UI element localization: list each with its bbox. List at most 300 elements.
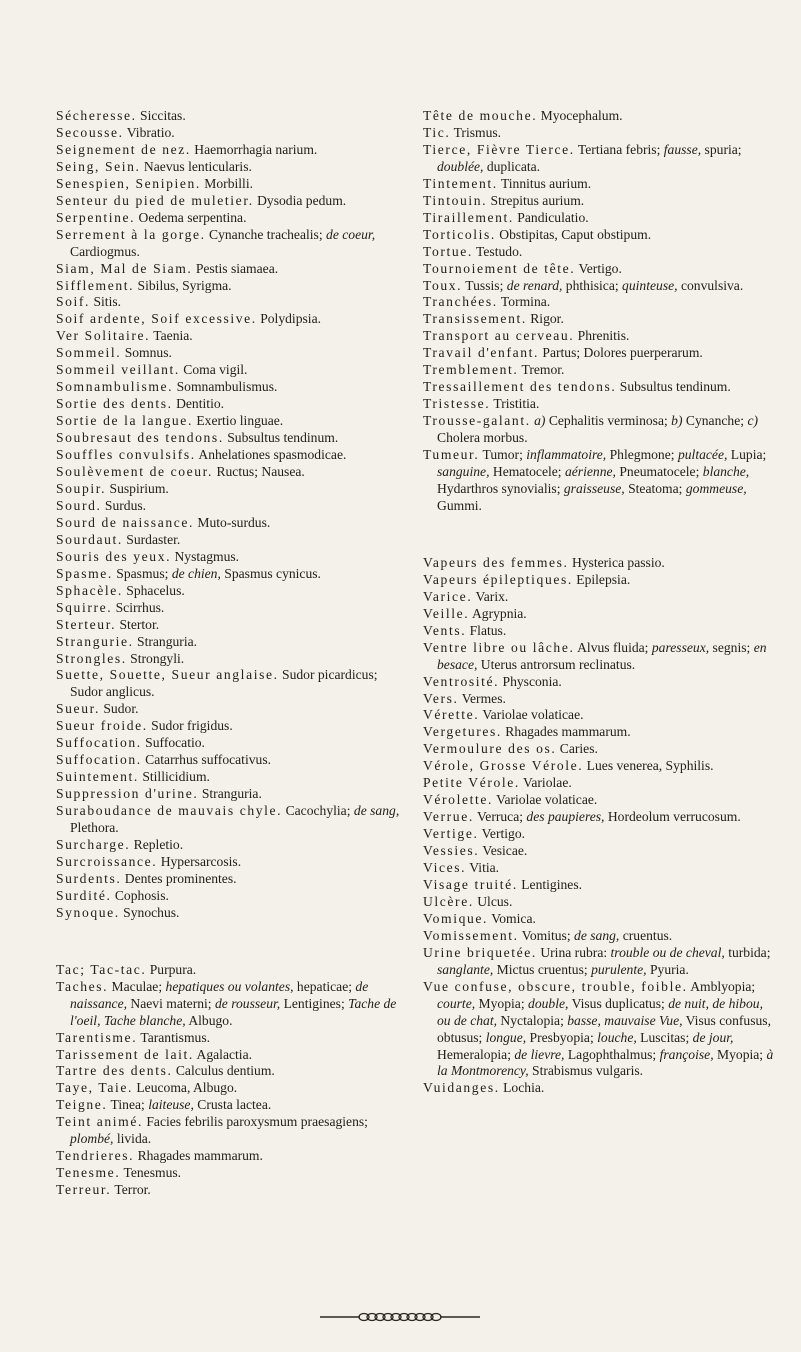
dictionary-entry: [423, 894, 778, 911]
entry-definition: livida.: [113, 1131, 152, 1147]
entry-headword: Vergetures.: [423, 724, 502, 740]
entry-definition: Sitis.: [90, 294, 122, 310]
entry-headword: Tremblement.: [423, 362, 519, 378]
entry-definition: Tussis;: [462, 277, 507, 293]
entry-headword: Squirre.: [56, 599, 113, 615]
entry-headword: Verrue.: [423, 809, 474, 825]
entry-headword: Vertige.: [423, 826, 479, 842]
entry-qualifier: graisseuse,: [563, 480, 625, 496]
entry-definition: Cardiogmus.: [70, 243, 140, 259]
entry-headword: Surcharge.: [56, 836, 131, 852]
entry-definition: Strepitus aurium.: [487, 192, 585, 208]
entry-qualifier: de sang,: [353, 803, 400, 819]
entry-definition: Leucoma, Albugo.: [132, 1080, 238, 1096]
dictionary-entry: [56, 735, 411, 752]
dictionary-entry: [423, 826, 778, 843]
entry-definition: Haemorrhagia narium.: [190, 141, 318, 157]
entry-definition: Myopia;: [475, 995, 529, 1011]
dictionary-entry: [56, 278, 411, 295]
entry-definition: Stranguria.: [198, 786, 262, 802]
entry-headword: Toux.: [423, 277, 463, 293]
entry-definition: hepaticae;: [293, 978, 356, 994]
entry-headword: Seing, Sein.: [56, 158, 141, 174]
entry-definition: turbida;: [724, 944, 771, 960]
entry-definition: Hematocele;: [489, 464, 565, 480]
entry-qualifier: de naissance,: [70, 978, 369, 1011]
entry-definition: Cynanche trachealis;: [205, 226, 327, 242]
entry-definition: Rigor.: [526, 311, 564, 327]
dictionary-entry: [56, 176, 411, 193]
left-column: [56, 108, 411, 1199]
entry-headword: Vérette.: [423, 707, 480, 723]
entry-headword: Tête de mouche.: [423, 108, 538, 123]
entry-definition: Physconia.: [499, 673, 562, 689]
entry-definition: Hydarthros synovialis;: [437, 480, 564, 496]
entry-headword: Sourd.: [56, 497, 102, 513]
entry-definition: Uterus antrorsum reclinatus.: [477, 656, 636, 672]
dictionary-entry: [423, 691, 778, 708]
entry-headword: Ventre libre ou lâche.: [423, 639, 575, 655]
entry-headword: Tartre des dents.: [56, 1063, 173, 1079]
entry-definition: Dentitio.: [172, 396, 225, 412]
entry-definition: Myocephalum.: [537, 108, 623, 123]
entry-definition: Subsultus tendinum.: [223, 430, 339, 446]
dictionary-entry: [56, 125, 411, 142]
entry-definition: Surdus.: [101, 497, 147, 513]
tailpiece-ornament-icon: [320, 1309, 480, 1325]
entry-definition: Presbyopia;: [526, 1029, 598, 1045]
entry-headword: Senespien, Senipien.: [56, 175, 201, 191]
entry-definition: Phrenitis.: [574, 328, 630, 344]
entry-qualifier: de coeur,: [326, 226, 376, 242]
entry-definition: Cynanche;: [682, 413, 748, 429]
entry-headword: Serpentine.: [56, 209, 136, 225]
dictionary-entry: [423, 572, 778, 589]
entry-definition: Plethora.: [70, 820, 119, 836]
entry-definition: Rhagades mammarum.: [134, 1148, 263, 1164]
dictionary-entry: [56, 786, 411, 803]
entry-headword: Siam, Mal de Siam.: [56, 260, 193, 276]
dictionary-entry: [423, 775, 778, 792]
entry-definition: Stillicidium.: [138, 769, 210, 785]
dictionary-entry: [56, 362, 411, 379]
entry-definition: Obstipitas, Caput obstipum.: [495, 226, 652, 242]
entry-headword: Vomique.: [423, 910, 489, 926]
entry-qualifier: double,: [528, 995, 569, 1011]
entry-qualifier: ou de chat,: [437, 1012, 498, 1028]
ornament-links: [359, 1314, 441, 1321]
entry-definition: Myopia;: [713, 1046, 767, 1062]
dictionary-entry: [56, 701, 411, 718]
dictionary-entry: [56, 447, 411, 464]
dictionary-entry: [423, 142, 778, 176]
dictionary-entry: [423, 345, 778, 362]
entry-qualifier: purulente,: [591, 961, 647, 977]
entry-definition: Nystagmus.: [171, 548, 240, 564]
entry-qualifier: de renard,: [506, 277, 563, 293]
dictionary-entry: [56, 261, 411, 278]
entry-definition: Scirrhus.: [112, 599, 165, 615]
entry-qualifier: de jour,: [692, 1029, 734, 1045]
entry-definition: cruentus.: [619, 927, 673, 943]
entry-definition: Terror.: [111, 1182, 151, 1198]
entry-headword: Soif ardente, Soif excessive.: [56, 311, 257, 327]
entry-headword: Tenesme.: [56, 1165, 121, 1181]
dictionary-entry: [423, 362, 778, 379]
entry-headword: Seignement de nez.: [56, 141, 191, 157]
dictionary-entry: [423, 707, 778, 724]
dictionary-entry: [423, 606, 778, 623]
entry-headword: Vents.: [423, 622, 467, 638]
entry-headword: Tarissement de lait.: [56, 1046, 194, 1062]
entry-headword: Veille.: [423, 605, 470, 621]
dictionary-entry: [423, 396, 778, 413]
entry-headword: Ver Solitaire.: [56, 328, 151, 344]
entry-definition: Synochus.: [119, 904, 180, 920]
entry-definition: Sudor picardicus; Sudor anglicus.: [70, 667, 378, 700]
entry-headword: Sueur.: [56, 701, 100, 717]
entry-definition: Rhagades mammarum.: [501, 724, 631, 740]
entry-definition: Tertiana febris;: [574, 141, 664, 157]
dictionary-entry: [56, 142, 411, 159]
entry-headword: Vers.: [423, 690, 459, 706]
entry-qualifier: pultacée,: [677, 447, 728, 463]
dictionary-entry: [56, 430, 411, 447]
entry-definition: Nyctalopia;: [497, 1012, 568, 1028]
entry-definition: Strongyli.: [126, 650, 185, 666]
entry-headword: Taye, Taie.: [56, 1080, 133, 1096]
entry-headword: Soulèvement de coeur.: [56, 464, 214, 480]
entry-definition: Verruca;: [473, 809, 527, 825]
entry-headword: Senteur du pied de muletier.: [56, 192, 254, 208]
dictionary-entry: [423, 911, 778, 928]
entries-v: [423, 555, 778, 1098]
dictionary-entry: [423, 1080, 778, 1097]
entry-definition: Variolae volaticae.: [479, 707, 584, 723]
entry-qualifier: b): [671, 413, 683, 429]
entry-definition: Naevus lenticularis.: [140, 158, 252, 174]
entry-headword: Tic.: [423, 124, 451, 140]
entry-headword: Tintement.: [423, 175, 498, 191]
entry-definition: Catarrhus suffocativus.: [141, 752, 272, 768]
entry-headword: Spasme.: [56, 565, 113, 581]
dictionary-entry: [423, 758, 778, 775]
entry-qualifier: de lievre,: [514, 1046, 565, 1062]
dictionary-entry: [56, 515, 411, 532]
entry-headword: Sourd de naissance.: [56, 514, 194, 530]
entry-headword: Surdents.: [56, 870, 122, 886]
entry-headword: Torticolis.: [423, 226, 496, 242]
entry-definition: Caries.: [556, 741, 598, 757]
entry-headword: Terreur.: [56, 1182, 112, 1198]
entry-headword: Trousse-galant.: [423, 413, 531, 429]
entry-definition: Dentes prominentes.: [121, 870, 237, 886]
entry-headword: Teint animé.: [56, 1114, 143, 1130]
entry-definition: Cephalitis verminosa;: [545, 413, 672, 429]
entry-definition: Coma vigil.: [179, 362, 248, 378]
entry-headword: Vomissement.: [423, 927, 519, 943]
entry-definition: Amblyopia;: [687, 978, 756, 994]
entry-definition: Lues venerea, Syphilis.: [583, 758, 714, 774]
entry-definition: Spasmus;: [112, 565, 172, 581]
entry-headword: Tac; Tac-tac.: [56, 961, 147, 977]
entry-headword: Synoque.: [56, 904, 120, 920]
entries-t: [56, 962, 411, 1199]
entry-qualifier: plombé,: [70, 1131, 114, 1147]
dictionary-entry: [423, 741, 778, 758]
entry-headword: Sifflement.: [56, 277, 135, 293]
entry-headword: Tierce, Fièvre Tierce.: [423, 141, 575, 157]
entry-definition: Pestis siamaea.: [192, 260, 279, 276]
entry-qualifier: blanche,: [702, 464, 750, 480]
entry-headword: Tournoiement de tête.: [423, 260, 576, 276]
entry-definition: Hysterica passio.: [568, 554, 665, 570]
entry-definition: Agalactia.: [193, 1046, 253, 1062]
entry-definition: Epilepsia.: [572, 571, 631, 587]
dictionary-entry: [423, 210, 778, 227]
entry-headword: Tintouin.: [423, 192, 488, 208]
entry-definition: Hordeolum verrucosum.: [604, 809, 741, 825]
dictionary-entry: [56, 532, 411, 549]
entry-definition: Lentigines;: [280, 995, 349, 1011]
entry-headword: Sécheresse.: [56, 108, 137, 123]
section-gap: [423, 515, 778, 555]
entry-headword: Suffocation.: [56, 752, 142, 768]
entry-qualifier: inflammatoire,: [526, 447, 607, 463]
entry-headword: Travail d'enfant.: [423, 345, 539, 361]
entry-headword: Suraboudance de mauvais chyle.: [56, 803, 283, 819]
entry-qualifier: a): [534, 413, 546, 429]
entry-definition: Vertigo.: [575, 260, 622, 276]
entry-qualifier: de hibou,: [712, 995, 763, 1011]
dictionary-entry: [423, 261, 778, 278]
dictionary-entry: [56, 498, 411, 515]
dictionary-entry: [423, 928, 778, 945]
entry-qualifier: doublée,: [437, 158, 484, 174]
dictionary-entry: [423, 227, 778, 244]
entry-headword: Vérolette.: [423, 792, 493, 808]
dictionary-entry: [56, 667, 411, 701]
entry-definition: Variolae volaticae.: [492, 792, 598, 808]
dictionary-entry: [423, 413, 778, 447]
entry-headword: Surdité.: [56, 887, 112, 903]
entry-headword: Vapeurs épileptiques.: [423, 571, 573, 587]
entry-qualifier: courte,: [437, 995, 476, 1011]
entry-definition: Taenia.: [150, 328, 193, 344]
entry-qualifier: laiteuse,: [148, 1097, 194, 1113]
entry-definition: Naevi materni;: [127, 995, 215, 1011]
entry-qualifier: à la Montmorency,: [437, 1046, 774, 1079]
entry-headword: Tortue.: [423, 243, 473, 259]
entry-definition: Siccitas.: [136, 108, 186, 123]
entry-qualifier: paresseux,: [651, 639, 710, 655]
entry-definition: Alvus fluida;: [574, 639, 652, 655]
entry-definition: spuria;: [701, 141, 742, 157]
entry-definition: Cacochylia;: [282, 803, 354, 819]
dictionary-entry: [56, 718, 411, 735]
entry-definition: Surdaster.: [122, 531, 181, 547]
entry-definition: Pandiculatio.: [513, 209, 589, 225]
entry-definition: Ructus; Nausea.: [213, 464, 305, 480]
entry-headword: Strangurie.: [56, 633, 134, 649]
dictionary-entry: [56, 1148, 411, 1165]
entry-definition: Calculus dentium.: [172, 1063, 275, 1079]
dictionary-entry: [423, 623, 778, 640]
entry-qualifier: louche,: [597, 1029, 637, 1045]
dictionary-entry: [423, 555, 778, 572]
entry-definition: Ulcus.: [473, 893, 513, 909]
dictionary-entry: [56, 651, 411, 668]
entry-headword: Sortie de la langue.: [56, 413, 193, 429]
entry-definition: Tremor.: [518, 362, 565, 378]
entry-headword: Tumeur.: [423, 447, 480, 463]
entry-headword: Vessies.: [423, 843, 480, 859]
entry-definition: Vesicae.: [479, 843, 528, 859]
entry-definition: Tarantismus.: [137, 1029, 211, 1045]
dictionary-entry: [423, 860, 778, 877]
entry-headword: Suintement.: [56, 769, 139, 785]
dictionary-entry: [423, 674, 778, 691]
dictionary-entry: [56, 464, 411, 481]
entry-headword: Secousse.: [56, 124, 124, 140]
entry-headword: Varice.: [423, 588, 473, 604]
entry-definition: Tinea;: [107, 1097, 149, 1113]
entry-headword: Souffles convulsifs.: [56, 447, 196, 463]
dictionary-entry: [423, 589, 778, 606]
entry-definition: Lentigines.: [517, 876, 583, 892]
entry-definition: Cophosis.: [111, 887, 169, 903]
entry-headword: Suffocation.: [56, 735, 142, 751]
entry-headword: Petite Vérole.: [423, 775, 520, 791]
entry-headword: Tristesse.: [423, 396, 491, 412]
entry-headword: Surcroissance.: [56, 853, 158, 869]
dictionary-entry: [56, 379, 411, 396]
entry-headword: Sommeil veillant.: [56, 362, 180, 378]
entry-qualifier: sanglante,: [437, 961, 494, 977]
entry-qualifier: Tache de l'oeil, Tache blanche,: [70, 995, 397, 1028]
entry-headword: Urine briquetée.: [423, 944, 537, 960]
dictionary-entry: [423, 108, 778, 125]
dictionary-entry: [56, 481, 411, 498]
entry-definition: Vomica.: [488, 910, 536, 926]
dictionary-entry: [423, 724, 778, 741]
entry-definition: Urina rubra:: [536, 944, 611, 960]
entry-qualifier: des paupieres,: [526, 809, 605, 825]
entry-qualifier: quinteuse,: [622, 277, 678, 293]
entry-headword: Ulcère.: [423, 893, 474, 909]
entry-headword: Transissement.: [423, 311, 527, 327]
entry-definition: Albugo.: [185, 1012, 233, 1028]
dictionary-entry: [423, 193, 778, 210]
dictionary-entry: [56, 193, 411, 210]
dictionary-entry: [423, 640, 778, 674]
entry-definition: Steatoma;: [624, 480, 686, 496]
dictionary-entry: [56, 600, 411, 617]
entry-qualifier: hepatiques ou volantes,: [165, 978, 294, 994]
entry-definition: Tenesmus.: [120, 1165, 182, 1181]
dictionary-entry: [423, 979, 778, 1081]
dictionary-entry: [423, 278, 778, 295]
entry-definition: Spasmus cynicus.: [220, 565, 321, 581]
entry-qualifier: fausse,: [663, 141, 702, 157]
entry-definition: Repletio.: [130, 836, 184, 852]
dictionary-entry: [56, 1165, 411, 1182]
entry-definition: Sibilus, Syrigma.: [134, 277, 232, 293]
dictionary-entry: [56, 979, 411, 1030]
entry-definition: Cholera morbus.: [437, 430, 528, 446]
dictionary-entry: [423, 244, 778, 261]
entry-definition: Suspirium.: [106, 480, 169, 496]
dictionary-entry: [423, 294, 778, 311]
dictionary-entry: [56, 566, 411, 583]
entry-definition: duplicata.: [483, 158, 541, 174]
entry-definition: Lochia.: [499, 1080, 545, 1096]
entry-definition: Dysodia pedum.: [253, 192, 347, 208]
entry-definition: Exertio linguae.: [192, 413, 284, 429]
dictionary-entry: [56, 634, 411, 651]
entry-definition: Polydipsia.: [256, 311, 321, 327]
section-gap: [56, 922, 411, 962]
entry-headword: Ventrosité.: [423, 673, 500, 689]
entry-headword: Vuidanges.: [423, 1080, 500, 1096]
entry-headword: Sourdaut.: [56, 531, 123, 547]
entry-definition: Strabismus vulgaris.: [528, 1063, 644, 1079]
entry-definition: Purpura.: [146, 961, 197, 977]
entry-definition: Variolae.: [519, 775, 572, 791]
dictionary-entry: [56, 888, 411, 905]
entry-definition: Vibratio.: [123, 124, 175, 140]
entry-definition: Luscitas;: [636, 1029, 693, 1045]
entry-definition: Maculae;: [108, 978, 166, 994]
entry-headword: Vérole, Grosse Vérole.: [423, 758, 584, 774]
entry-definition: Tristitia.: [490, 396, 540, 412]
entry-headword: Souris des yeux.: [56, 548, 172, 564]
entry-qualifier: de sang,: [574, 927, 620, 943]
entry-headword: Transport au cerveau.: [423, 328, 575, 344]
dictionary-entry: [423, 447, 778, 515]
entry-definition: Anhelationes spasmodicae.: [195, 447, 347, 463]
dictionary-entry: [56, 1047, 411, 1064]
entry-definition: Hemeralopia;: [437, 1046, 515, 1062]
dictionary-entry: [423, 379, 778, 396]
entry-headword: Sueur froide.: [56, 718, 148, 734]
entry-definition: Testudo.: [472, 243, 523, 259]
entry-definition: Agrypnia.: [469, 605, 527, 621]
entry-definition: Sudor frigidus.: [147, 718, 233, 734]
entry-definition: Pyuria.: [646, 961, 689, 977]
dictionary-entry: [56, 549, 411, 566]
entry-definition: Stertor.: [116, 616, 160, 632]
dictionary-entry: [56, 752, 411, 769]
dictionary-entry: [56, 1063, 411, 1080]
entry-definition: Somnus.: [121, 345, 172, 361]
dictionary-entry: [56, 294, 411, 311]
entry-definition: phthisica;: [562, 277, 623, 293]
dictionary-entry: [56, 871, 411, 888]
entry-headword: Somnambulisme.: [56, 379, 174, 395]
entry-definition: Muto-surdus.: [194, 514, 271, 530]
entry-definition: Oedema serpentina.: [135, 209, 247, 225]
entry-definition: Trismus.: [450, 124, 502, 140]
entry-definition: Visus confusus, obtusus;: [437, 1012, 771, 1045]
entry-definition: convulsiva.: [677, 277, 744, 293]
entry-headword: Soubresaut des tendons.: [56, 430, 224, 446]
entry-headword: Vapeurs des femmes.: [423, 554, 569, 570]
entry-headword: Soupir.: [56, 480, 107, 496]
dictionary-entry: [56, 159, 411, 176]
entries-t-continued: [423, 108, 778, 515]
entry-headword: Tiraillement.: [423, 209, 514, 225]
